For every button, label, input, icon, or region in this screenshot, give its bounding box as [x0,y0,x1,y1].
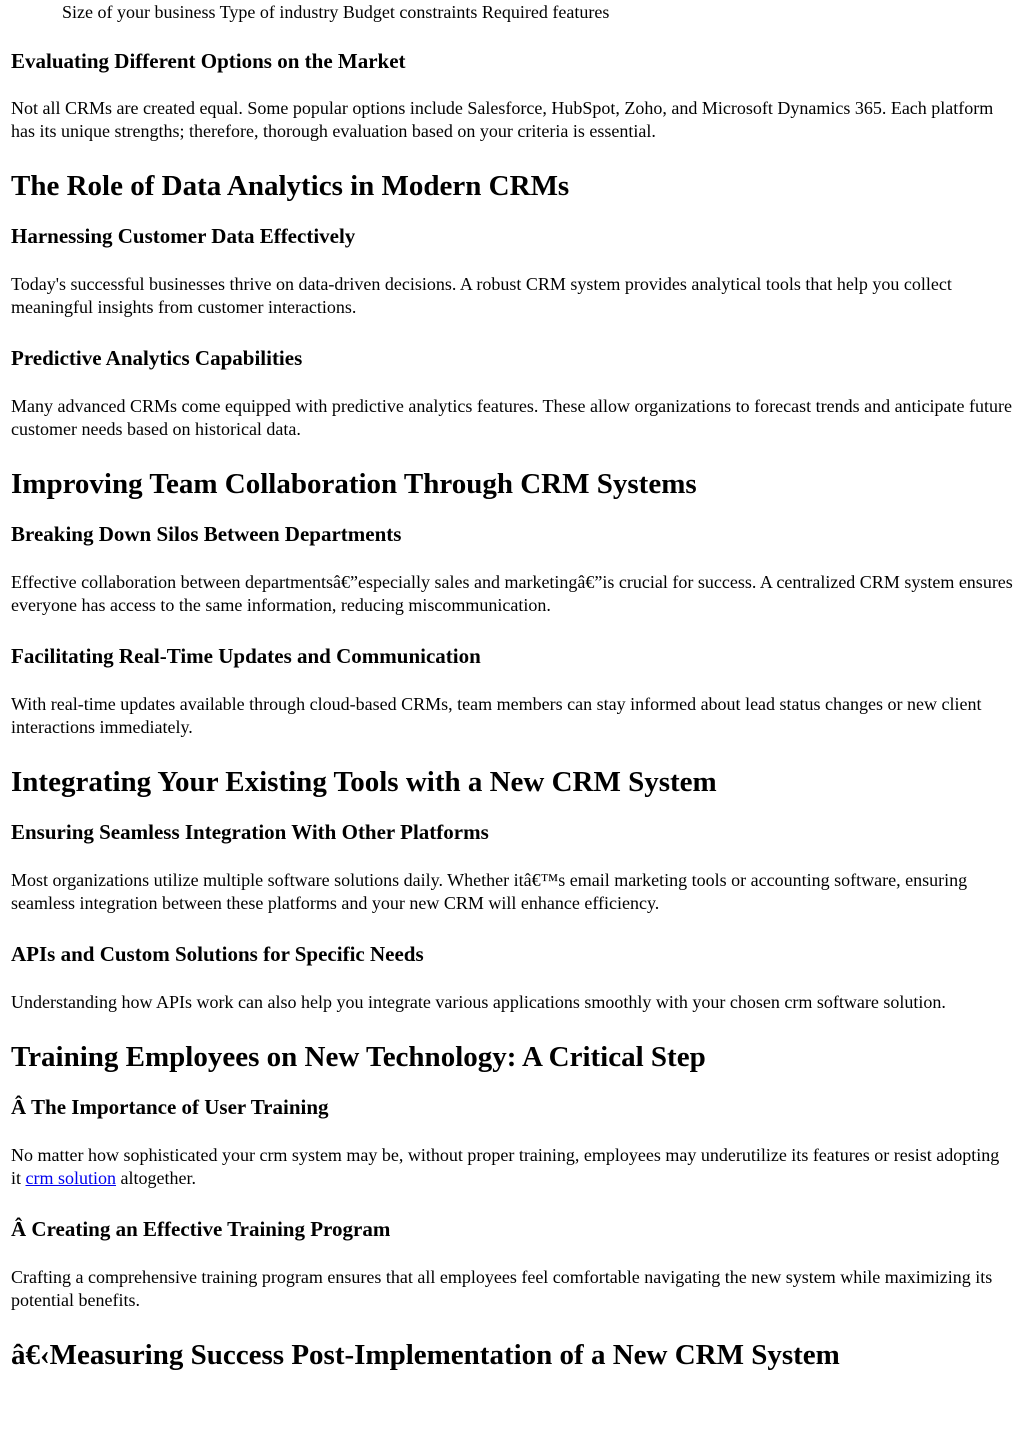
integration-sub2-paragraph: Understanding how APIs work can also help you integrate various applications smoothly with your chosen crm software solution. [11,992,946,1012]
evaluating-paragraph: Not all CRMs are created equal. Some popular options include Salesforce, HubSpot, Zoho, and Microsoft Dynamics 365. Each platform has its unique strengths; therefore, thorough evaluation based on your criteria is essential. [11,98,994,141]
integration-heading: Integrating Your Existing Tools with a New CRM System [11,766,717,798]
collaboration-sub2-paragraph: With real-time updates available through cloud-based CRMs, team members can stay informed about lead status changes or new client interactions immediately. [11,694,982,737]
training-sub1-heading: Â The Importance of User Training [11,1095,329,1119]
training-sub1-text-after: altogether. [116,1168,196,1188]
training-sub1-paragraph [11,1144,1013,1190]
training-sub2-paragraph: Crafting a comprehensive training program ensures that all employees feel comfortable navigating the new system while maximizing its potential benefits. [11,1267,993,1310]
training-heading: Training Employees on New Technology: A Critical Step [11,1041,706,1073]
analytics-sub1-paragraph: Today's successful businesses thrive on data-driven decisions. A robust CRM system provides analytical tools that help you collect meaningful insights from customer interactions. [11,274,952,317]
document-page [11,0,1013,1372]
analytics-sub1-heading: Harnessing Customer Data Effectively [11,224,356,248]
training-sub1-text-before: No matter how sophisticated your crm system may be, without proper training, employees may underutilize its features or resist adopting it [11,1145,1000,1188]
list-item: Type of industry [219,2,339,22]
collaboration-sub1-heading: Breaking Down Silos Between Departments [11,522,402,546]
crm-solution-link[interactable]: crm solution [25,1168,117,1188]
measuring-heading: â€‹Measuring Success Post-Implementation of a New CRM System [11,1339,840,1371]
integration-sub1-paragraph: Most organizations utilize multiple software solutions daily. Whether itâ€™s email marketing tools or accounting software, ensuring seamless integration between these platforms and your new CRM will enhance efficiency. [11,870,968,913]
collaboration-sub2-heading: Facilitating Real-Time Updates and Communication [11,644,481,668]
training-sub2-heading: Â Creating an Effective Training Program [11,1217,391,1241]
analytics-sub2-heading: Predictive Analytics Capabilities [11,346,303,370]
list-item: Required features [481,2,610,22]
analytics-heading: The Role of Data Analytics in Modern CRMs [11,170,570,202]
integration-sub1-heading: Ensuring Seamless Integration With Other Platforms [11,820,489,844]
list-item: Size of your business [62,2,216,22]
evaluating-heading: Evaluating Different Options on the Market [11,49,406,73]
analytics-sub2-paragraph: Many advanced CRMs come equipped with predictive analytics features. These allow organizations to forecast trends and anticipate future customer needs based on historical data. [11,396,1013,439]
integration-sub2-heading: APIs and Custom Solutions for Specific Needs [11,942,424,966]
list-item: Budget constraints [342,2,478,22]
collaboration-sub1-paragraph: Effective collaboration between departmentsâ€”especially sales and marketingâ€”is crucial for success. A centralized CRM system ensures everyone has access to the same information, reducing miscommunication. [11,572,1013,615]
requirements-list [11,0,1013,26]
collaboration-heading: Improving Team Collaboration Through CRM Systems [11,468,697,500]
